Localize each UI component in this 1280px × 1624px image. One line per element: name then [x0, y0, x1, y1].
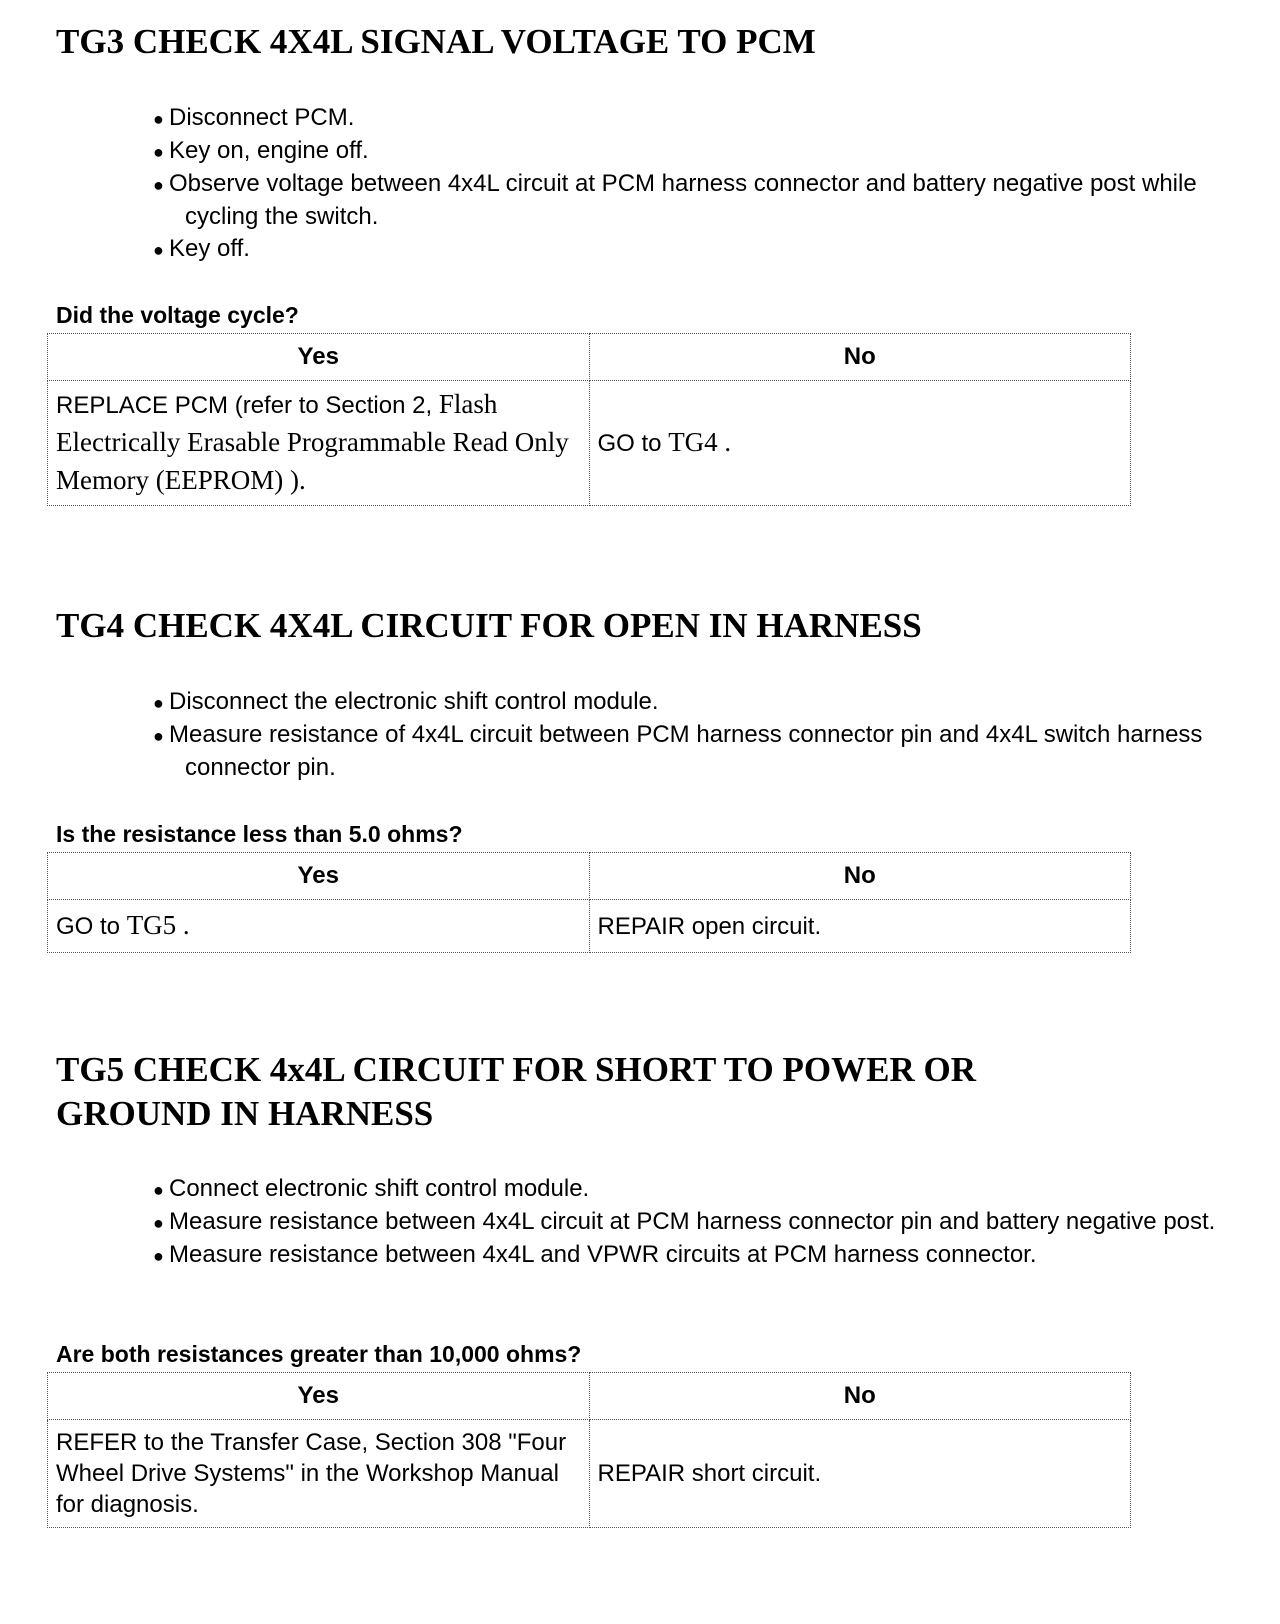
- step-item: ● Measure resistance of 4x4L circuit between PCM harness connector pin and 4x4L switch harness connector pin.: [153, 721, 1203, 781]
- step-list: [137, 1173, 1227, 1272]
- question: Are both resistances greater than 10,000 ohms?: [56, 1341, 582, 1367]
- section-title: TG3 CHECK 4X4L SIGNAL VOLTAGE TO PCM: [56, 22, 816, 61]
- step-item: ● Measure resistance between 4x4L and VPWR circuits at PCM harness connector.: [137, 1239, 1227, 1272]
- yes-header: Yes: [48, 334, 590, 381]
- step-item: ● Disconnect PCM.: [137, 102, 1227, 135]
- question: Did the voltage cycle?: [56, 302, 299, 328]
- yes-cell: REFER to the Transfer Case, Section 308 "Four Wheel Drive Systems" in the Workshop Manual for diagnosis.: [48, 1420, 590, 1528]
- bullet-icon: ●: [153, 1213, 164, 1233]
- step-item: ● Observe voltage between 4x4L circuit at PCM harness connector and battery negative post while cycling the switch.: [153, 170, 1197, 230]
- step-item: ● Connect electronic shift control module.: [137, 1173, 1227, 1206]
- step-item: ● Disconnect the electronic shift control module.: [137, 686, 1227, 719]
- yes-cell: REPLACE PCM (refer to Section 2, Flash Electrically Erasable Programmable Read Only Memory (EEPROM) ).: [48, 381, 590, 506]
- bullet-icon: ●: [153, 175, 164, 195]
- no-cell: REPAIR short circuit.: [589, 1420, 1131, 1528]
- bullet-icon: ●: [153, 142, 164, 162]
- step-list: [137, 102, 1227, 266]
- step-list: [137, 686, 1227, 784]
- bullet-icon: ●: [153, 109, 164, 129]
- decision-table: [47, 852, 1131, 953]
- no-header: No: [589, 853, 1131, 900]
- yes-header: Yes: [48, 853, 590, 900]
- step-item: ● Key on, engine off.: [137, 135, 1227, 168]
- bullet-icon: ●: [153, 1246, 164, 1266]
- section-title: TG5 CHECK 4x4L CIRCUIT FOR SHORT TO POWER OR GROUND IN HARNESS: [56, 1050, 976, 1133]
- bullet-icon: ●: [153, 693, 164, 713]
- bullet-icon: ●: [153, 1180, 164, 1200]
- section-title: TG4 CHECK 4X4L CIRCUIT FOR OPEN IN HARNESS: [56, 606, 922, 645]
- no-header: No: [589, 1373, 1131, 1420]
- no-cell: GO to TG4 .: [589, 381, 1131, 506]
- bullet-icon: ●: [153, 726, 164, 746]
- question: Is the resistance less than 5.0 ohms?: [56, 821, 463, 847]
- bullet-icon: ●: [153, 240, 164, 260]
- decision-table: [47, 333, 1131, 506]
- yes-cell: GO to TG5 .: [48, 900, 590, 953]
- step-item: ● Measure resistance between 4x4L circuit at PCM harness connector pin and battery negative post.: [137, 1206, 1227, 1239]
- yes-header: Yes: [48, 1373, 590, 1420]
- no-header: No: [589, 334, 1131, 381]
- step-item: ● Key off.: [137, 233, 1227, 266]
- decision-table: [47, 1372, 1131, 1528]
- no-cell: REPAIR open circuit.: [589, 900, 1131, 953]
